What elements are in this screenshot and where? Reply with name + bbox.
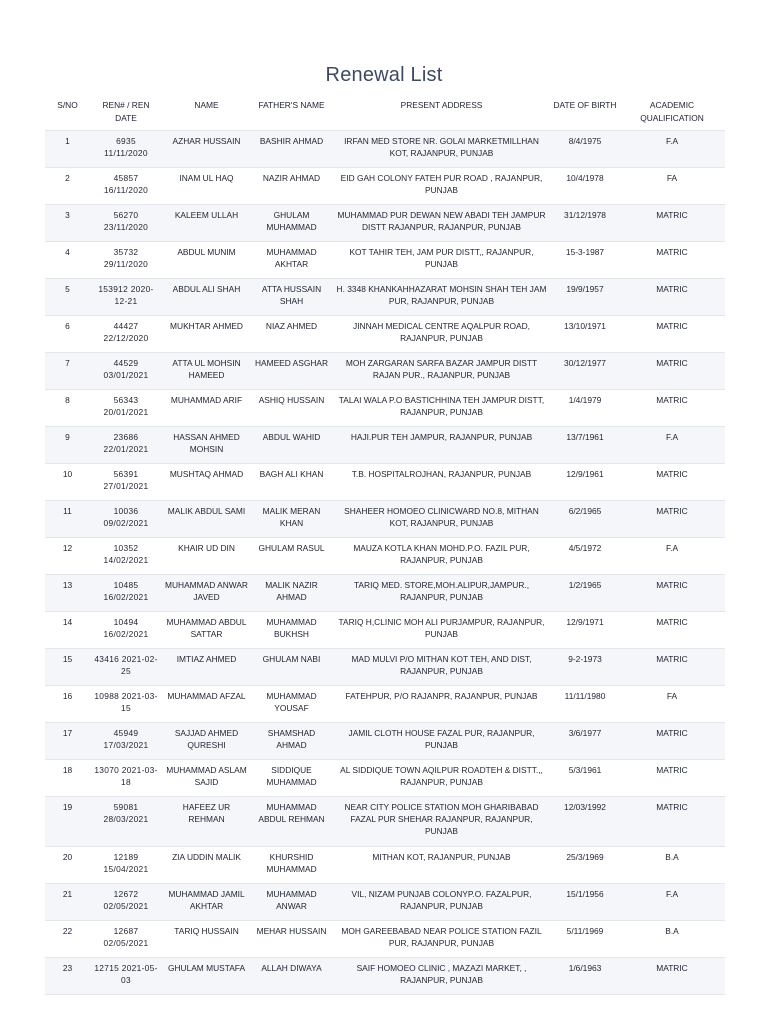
cell-address: HAJI.PUR TEH JAMPUR, RAJANPUR, PUNJAB	[332, 427, 551, 464]
cell-ren-date: 56391 27/01/2021	[90, 464, 162, 501]
cell-sno: 18	[45, 760, 90, 797]
cell-sno: 16	[45, 686, 90, 723]
header-row	[45, 96, 725, 131]
cell-dob: 13/10/1971	[551, 316, 619, 353]
table-row	[45, 847, 725, 884]
cell-name: IMTIAZ AHMED	[162, 649, 251, 686]
cell-name: MUKHTAR AHMED	[162, 316, 251, 353]
cell-qualification: MATRIC	[619, 464, 725, 501]
table-row	[45, 168, 725, 205]
cell-fathers-name: ABDUL WAHID	[251, 427, 332, 464]
cell-address: MOH ZARGARAN SARFA BAZAR JAMPUR DISTT RAJAN PUR., RAJANPUR, PUNJAB	[332, 353, 551, 390]
cell-address: VIL, NIZAM PUNJAB COLONYP.O. FAZALPUR, RAJANPUR, PUNJAB	[332, 884, 551, 921]
cell-qualification: MATRIC	[619, 390, 725, 427]
cell-address: MUHAMMAD PUR DEWAN NEW ABADI TEH JAMPUR DISTT RAJANPUR, RAJANPUR, PUNJAB	[332, 205, 551, 242]
cell-name: MUHAMMAD ARIF	[162, 390, 251, 427]
cell-ren-date: 12715 2021-05-03	[90, 958, 162, 995]
cell-address: T.B. HOSPITALROJHAN, RAJANPUR, PUNJAB	[332, 464, 551, 501]
cell-sno: 5	[45, 279, 90, 316]
cell-address: TARIQ MED. STORE,MOH.ALIPUR,JAMPUR., RAJANPUR, PUNJAB	[332, 575, 551, 612]
cell-name: MUSHTAQ AHMAD	[162, 464, 251, 501]
table-row	[45, 921, 725, 958]
cell-ren-date: 13070 2021-03-18	[90, 760, 162, 797]
cell-dob: 4/5/1972	[551, 538, 619, 575]
cell-address: H. 3348 KHANKAHHAZARAT MOHSIN SHAH TEH JAM PUR, RAJANPUR, PUNJAB	[332, 279, 551, 316]
table-row	[45, 884, 725, 921]
table-row	[45, 686, 725, 723]
cell-sno: 6	[45, 316, 90, 353]
cell-ren-date: 153912 2020-12-21	[90, 279, 162, 316]
cell-ren-date: 44427 22/12/2020	[90, 316, 162, 353]
cell-ren-date: 10036 09/02/2021	[90, 501, 162, 538]
cell-fathers-name: MUHAMMAD AKHTAR	[251, 242, 332, 279]
cell-ren-date: 12687 02/05/2021	[90, 921, 162, 958]
cell-qualification: MATRIC	[619, 279, 725, 316]
cell-fathers-name: KHURSHID MUHAMMAD	[251, 847, 332, 884]
table-row	[45, 427, 725, 464]
cell-address: TALAI WALA P.O BASTICHHINA TEH JAMPUR DISTT, RAJANPUR, PUNJAB	[332, 390, 551, 427]
cell-ren-date: 12672 02/05/2021	[90, 884, 162, 921]
cell-name: MUHAMMAD JAMIL AKHTAR	[162, 884, 251, 921]
table-row	[45, 575, 725, 612]
cell-ren-date: 6935 11/11/2020	[90, 131, 162, 168]
cell-sno: 23	[45, 958, 90, 995]
cell-ren-date: 45949 17/03/2021	[90, 723, 162, 760]
cell-ren-date: 43416 2021-02-25	[90, 649, 162, 686]
header-sno: S/NO	[57, 100, 78, 110]
cell-fathers-name: GHULAM NABI	[251, 649, 332, 686]
header-present-address: PRESENT ADDRESS	[400, 100, 483, 110]
table-row	[45, 612, 725, 649]
cell-ren-date: 56343 20/01/2021	[90, 390, 162, 427]
cell-fathers-name: ALLAH DIWAYA	[251, 958, 332, 995]
cell-dob: 5/3/1961	[551, 760, 619, 797]
cell-qualification: FA	[619, 168, 725, 205]
cell-dob: 1/4/1979	[551, 390, 619, 427]
cell-name: MUHAMMAD ABDUL SATTAR	[162, 612, 251, 649]
cell-sno: 3	[45, 205, 90, 242]
cell-qualification: F.A	[619, 538, 725, 575]
cell-ren-date: 35732 29/11/2020	[90, 242, 162, 279]
header-date-of-birth: DATE OF BIRTH	[553, 100, 617, 110]
cell-sno: 20	[45, 847, 90, 884]
cell-sno: 9	[45, 427, 90, 464]
cell-dob: 6/2/1965	[551, 501, 619, 538]
table-row	[45, 205, 725, 242]
cell-address: MOH GAREEBABAD NEAR POLICE STATION FAZIL PUR, RAJANPUR, PUNJAB	[332, 921, 551, 958]
cell-name: MUHAMMAD ASLAM SAJID	[162, 760, 251, 797]
cell-qualification: MATRIC	[619, 575, 725, 612]
cell-fathers-name: MALIK NAZIR AHMAD	[251, 575, 332, 612]
cell-address: MAUZA KOTLA KHAN MOHD.P.O. FAZIL PUR, RAJANPUR, PUNJAB	[332, 538, 551, 575]
cell-dob: 19/9/1957	[551, 279, 619, 316]
cell-dob: 15/1/1956	[551, 884, 619, 921]
cell-dob: 8/4/1975	[551, 131, 619, 168]
cell-fathers-name: NIAZ AHMED	[251, 316, 332, 353]
cell-dob: 13/7/1961	[551, 427, 619, 464]
cell-name: ATTA UL MOHSIN HAMEED	[162, 353, 251, 390]
cell-sno: 2	[45, 168, 90, 205]
cell-sno: 1	[45, 131, 90, 168]
cell-fathers-name: MALIK MERAN KHAN	[251, 501, 332, 538]
cell-ren-date: 10494 16/02/2021	[90, 612, 162, 649]
cell-sno: 7	[45, 353, 90, 390]
cell-address: SAIF HOMOEO CLINIC , MAZAZI MARKET, , RAJANPUR, PUNJAB	[332, 958, 551, 995]
cell-qualification: F.A	[619, 884, 725, 921]
cell-qualification: MATRIC	[619, 205, 725, 242]
cell-qualification: MATRIC	[619, 958, 725, 995]
table-row	[45, 797, 725, 847]
header-ren-date: REN# / REN DATE	[102, 100, 150, 123]
cell-name: ABDUL MUNIM	[162, 242, 251, 279]
table-row	[45, 649, 725, 686]
table-row	[45, 279, 725, 316]
table-row	[45, 760, 725, 797]
cell-ren-date: 10485 16/02/2021	[90, 575, 162, 612]
cell-dob: 1/2/1965	[551, 575, 619, 612]
cell-name: INAM UL HAQ	[162, 168, 251, 205]
cell-dob: 11/11/1980	[551, 686, 619, 723]
cell-sno: 14	[45, 612, 90, 649]
table-row	[45, 501, 725, 538]
table-row	[45, 390, 725, 427]
cell-sno: 19	[45, 797, 90, 847]
cell-ren-date: 59081 28/03/2021	[90, 797, 162, 847]
cell-dob: 15-3-1987	[551, 242, 619, 279]
cell-ren-date: 10988 2021-03-15	[90, 686, 162, 723]
cell-dob: 30/12/1977	[551, 353, 619, 390]
cell-fathers-name: BASHIR AHMAD	[251, 131, 332, 168]
cell-qualification: MATRIC	[619, 723, 725, 760]
cell-qualification: B.A	[619, 847, 725, 884]
cell-name: KALEEM ULLAH	[162, 205, 251, 242]
cell-name: GHULAM MUSTAFA	[162, 958, 251, 995]
table-row	[45, 538, 725, 575]
cell-name: MUHAMMAD AFZAL	[162, 686, 251, 723]
cell-qualification: B.A	[619, 921, 725, 958]
cell-name: TARIQ HUSSAIN	[162, 921, 251, 958]
cell-fathers-name: ATTA HUSSAIN SHAH	[251, 279, 332, 316]
cell-dob: 3/6/1977	[551, 723, 619, 760]
cell-address: MITHAN KOT, RAJANPUR, PUNJAB	[332, 847, 551, 884]
cell-address: EID GAH COLONY FATEH PUR ROAD , RAJANPUR, PUNJAB	[332, 168, 551, 205]
cell-fathers-name: SIDDIQUE MUHAMMAD	[251, 760, 332, 797]
cell-qualification: MATRIC	[619, 649, 725, 686]
cell-address: JINNAH MEDICAL CENTRE AQALPUR ROAD, RAJANPUR, PUNJAB	[332, 316, 551, 353]
cell-name: KHAIR UD DIN	[162, 538, 251, 575]
header-name: NAME	[194, 100, 219, 110]
table-row	[45, 958, 725, 995]
cell-ren-date: 56270 23/11/2020	[90, 205, 162, 242]
cell-dob: 5/11/1969	[551, 921, 619, 958]
cell-dob: 9-2-1973	[551, 649, 619, 686]
cell-ren-date: 45857 16/11/2020	[90, 168, 162, 205]
cell-name: ZIA UDDIN MALIK	[162, 847, 251, 884]
cell-qualification: MATRIC	[619, 797, 725, 847]
cell-name: HASSAN AHMED MOHSIN	[162, 427, 251, 464]
cell-fathers-name: BAGH ALI KHAN	[251, 464, 332, 501]
cell-fathers-name: GHULAM RASUL	[251, 538, 332, 575]
cell-sno: 4	[45, 242, 90, 279]
cell-ren-date: 23686 22/01/2021	[90, 427, 162, 464]
cell-qualification: MATRIC	[619, 353, 725, 390]
cell-fathers-name: MUHAMMAD BUKHSH	[251, 612, 332, 649]
table-row	[45, 316, 725, 353]
cell-fathers-name: HAMEED ASGHAR	[251, 353, 332, 390]
cell-dob: 12/9/1961	[551, 464, 619, 501]
cell-ren-date: 12189 15/04/2021	[90, 847, 162, 884]
cell-dob: 10/4/1978	[551, 168, 619, 205]
cell-qualification: F.A	[619, 131, 725, 168]
cell-name: MALIK ABDUL SAMI	[162, 501, 251, 538]
cell-sno: 8	[45, 390, 90, 427]
cell-ren-date: 10352 14/02/2021	[90, 538, 162, 575]
cell-address: KOT TAHIR TEH, JAM PUR DISTT,, RAJANPUR, PUNJAB	[332, 242, 551, 279]
cell-fathers-name: MUHAMMAD ANWAR	[251, 884, 332, 921]
table-row	[45, 723, 725, 760]
header-academic-qualification: ACADEMIC QUALIFICATION	[640, 100, 704, 123]
cell-name: ABDUL ALI SHAH	[162, 279, 251, 316]
cell-sno: 15	[45, 649, 90, 686]
cell-fathers-name: ASHIQ HUSSAIN	[251, 390, 332, 427]
cell-address: NEAR CITY POLICE STATION MOH GHARIBABAD FAZAL PUR SHEHAR RAJANPUR, RAJANPUR, PUNJAB	[332, 797, 551, 847]
cell-qualification: MATRIC	[619, 501, 725, 538]
cell-fathers-name: GHULAM MUHAMMAD	[251, 205, 332, 242]
page-title: Renewal List	[325, 64, 443, 86]
cell-fathers-name: NAZIR AHMAD	[251, 168, 332, 205]
cell-qualification: MATRIC	[619, 760, 725, 797]
cell-sno: 11	[45, 501, 90, 538]
table-row	[45, 242, 725, 279]
cell-dob: 12/03/1992	[551, 797, 619, 847]
cell-qualification: MATRIC	[619, 612, 725, 649]
cell-dob: 31/12/1978	[551, 205, 619, 242]
cell-sno: 17	[45, 723, 90, 760]
cell-sno: 22	[45, 921, 90, 958]
cell-sno: 21	[45, 884, 90, 921]
cell-fathers-name: SHAMSHAD AHMAD	[251, 723, 332, 760]
cell-address: FATEHPUR, P/O RAJANPR, RAJANPUR, PUNJAB	[332, 686, 551, 723]
table-body	[45, 131, 725, 995]
cell-fathers-name: MUHAMMAD YOUSAF	[251, 686, 332, 723]
cell-name: MUHAMMAD ANWAR JAVED	[162, 575, 251, 612]
cell-name: SAJJAD AHMED QURESHI	[162, 723, 251, 760]
cell-dob: 12/9/1971	[551, 612, 619, 649]
cell-fathers-name: MUHAMMAD ABDUL REHMAN	[251, 797, 332, 847]
renewal-table	[45, 96, 725, 995]
table-header	[45, 96, 725, 131]
cell-address: MAD MULVI P/O MITHAN KOT TEH, AND DIST, RAJANPUR, PUNJAB	[332, 649, 551, 686]
cell-qualification: FA	[619, 686, 725, 723]
cell-dob: 25/3/1969	[551, 847, 619, 884]
table-row	[45, 464, 725, 501]
cell-qualification: F.A	[619, 427, 725, 464]
cell-sno: 12	[45, 538, 90, 575]
header-fathers-name: FATHER'S NAME	[258, 100, 325, 110]
cell-dob: 1/6/1963	[551, 958, 619, 995]
cell-sno: 10	[45, 464, 90, 501]
table-row	[45, 353, 725, 390]
cell-address: AL SIDDIQUE TOWN AQILPUR ROADTEH & DISTT.,, RAJANPUR, PUNJAB	[332, 760, 551, 797]
cell-name: HAFEEZ UR REHMAN	[162, 797, 251, 847]
cell-sno: 13	[45, 575, 90, 612]
cell-address: JAMIL CLOTH HOUSE FAZAL PUR, RAJANPUR, PUNJAB	[332, 723, 551, 760]
cell-name: AZHAR HUSSAIN	[162, 131, 251, 168]
table-row	[45, 131, 725, 168]
cell-qualification: MATRIC	[619, 242, 725, 279]
cell-address: TARIQ H,CLINIC MOH ALI PURJAMPUR, RAJANPUR, PUNJAB	[332, 612, 551, 649]
cell-ren-date: 44529 03/01/2021	[90, 353, 162, 390]
cell-fathers-name: MEHAR HUSSAIN	[251, 921, 332, 958]
cell-address: SHAHEER HOMOEO CLINICWARD NO.8, MITHAN KOT, RAJANPUR, PUNJAB	[332, 501, 551, 538]
cell-qualification: MATRIC	[619, 316, 725, 353]
cell-address: IRFAN MED STORE NR. GOLAI MARKETMILLHAN KOT, RAJANPUR, PUNJAB	[332, 131, 551, 168]
